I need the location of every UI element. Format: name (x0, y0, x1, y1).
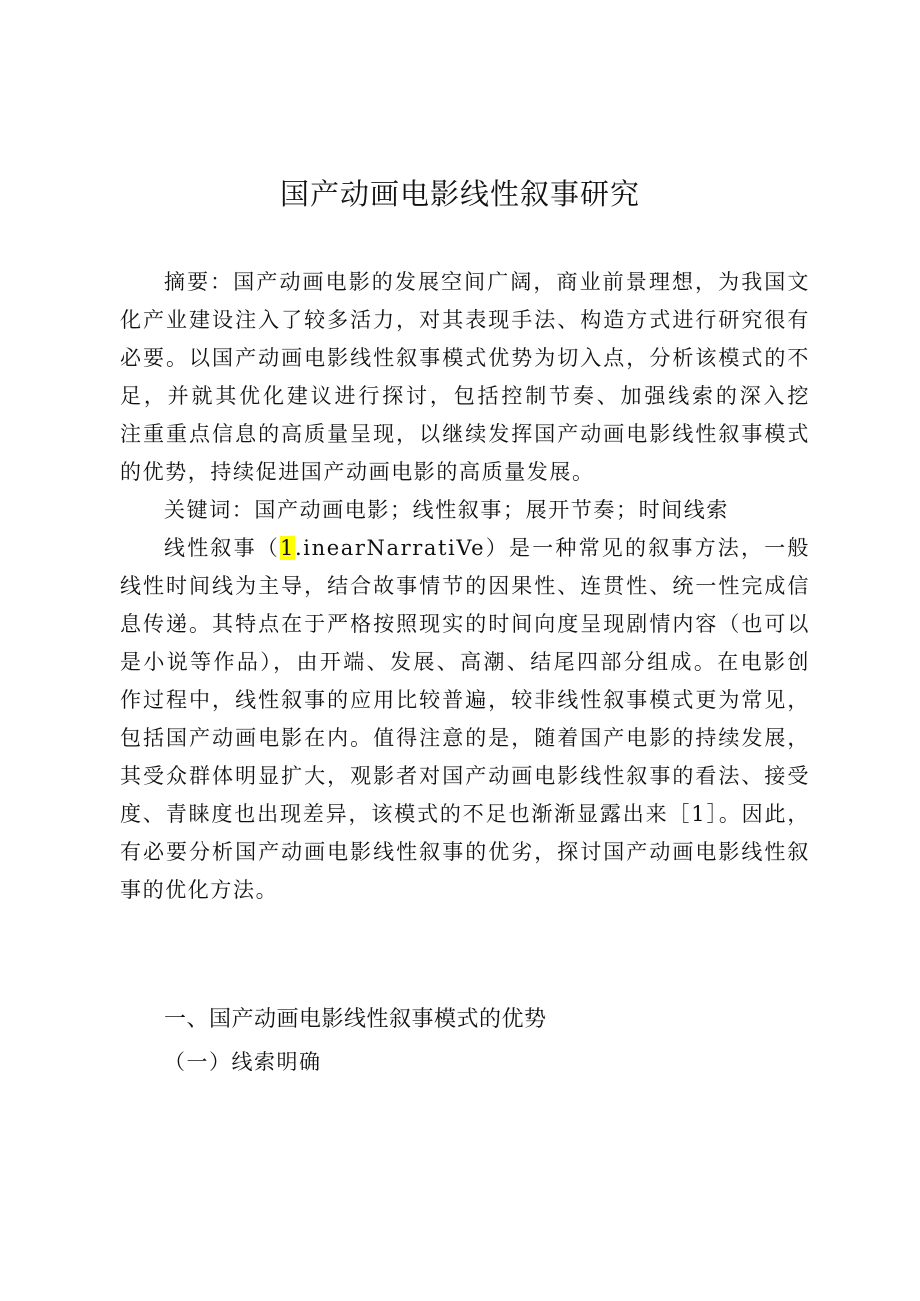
intro-text-after: .inearNarratiVe）是一种常见的叙事方法，一般 (294, 536, 810, 560)
abstract-line: 化产业建设注入了较多活力，对其表现手法、构造方式进行研究很有 (120, 308, 810, 332)
intro-line: 包括国产动画电影在内。值得注意的是，随着国产电影的持续发展， (120, 726, 810, 750)
intro-line: 作过程中，线性叙事的应用比较普遍，较非线性叙事模式更为常见， (120, 688, 810, 712)
intro-line: 线性时间线为主导，结合故事情节的因果性、连贯性、统一性完成信 (120, 574, 810, 598)
intro-line: 息传递。其特点在于严格按照现实的时间向度呈现剧情内容（也可以 (120, 612, 810, 636)
abstract-line: 摘要：国产动画电影的发展空间广阔，商业前景理想，为我国文 (164, 270, 810, 294)
section-subheading: （一）线索明确 (164, 1050, 322, 1074)
abstract-block (120, 263, 810, 909)
intro-line: 有必要分析国产动画电影线性叙事的优劣，探讨国产动画电影线性叙 (120, 840, 810, 864)
keywords-line: 关键词：国产动画电影；线性叙事；展开节奏；时间线索 (164, 498, 729, 522)
intro-first-line (120, 529, 810, 567)
abstract-line: 必要。以国产动画电影线性叙事模式优势为切入点，分析该模式的不 (120, 346, 810, 370)
page-title: 国产动画电影线性叙事研究 (279, 177, 640, 211)
intro-text-before: 线性叙事（ (164, 536, 281, 560)
abstract-line: 足，并就其优化建议进行探讨，包括控制节奏、加强线索的深入挖 (120, 384, 810, 408)
intro-line: 其受众群体明显扩大，观影者对国产动画电影线性叙事的看法、接受 (120, 764, 810, 788)
intro-line: 事的优化方法。 (120, 878, 279, 902)
section-heading: 一、国产动画电影线性叙事模式的优势 (164, 1007, 547, 1032)
abstract-line: 注重重点信息的高质量呈现，以继续发挥国产动画电影线性叙事模式 (120, 422, 810, 446)
intro-line: 度、青睐度也出现差异，该模式的不足也渐渐显露出来［1］。因此， (120, 802, 810, 826)
intro-line: 是小说等作品），由开端、发展、高潮、结尾四部分组成。在电影创 (120, 650, 810, 674)
abstract-line: 的优势，持续促进国产动画电影的高质量发展。 (120, 460, 595, 484)
highlighted-text: 1 (280, 536, 295, 560)
